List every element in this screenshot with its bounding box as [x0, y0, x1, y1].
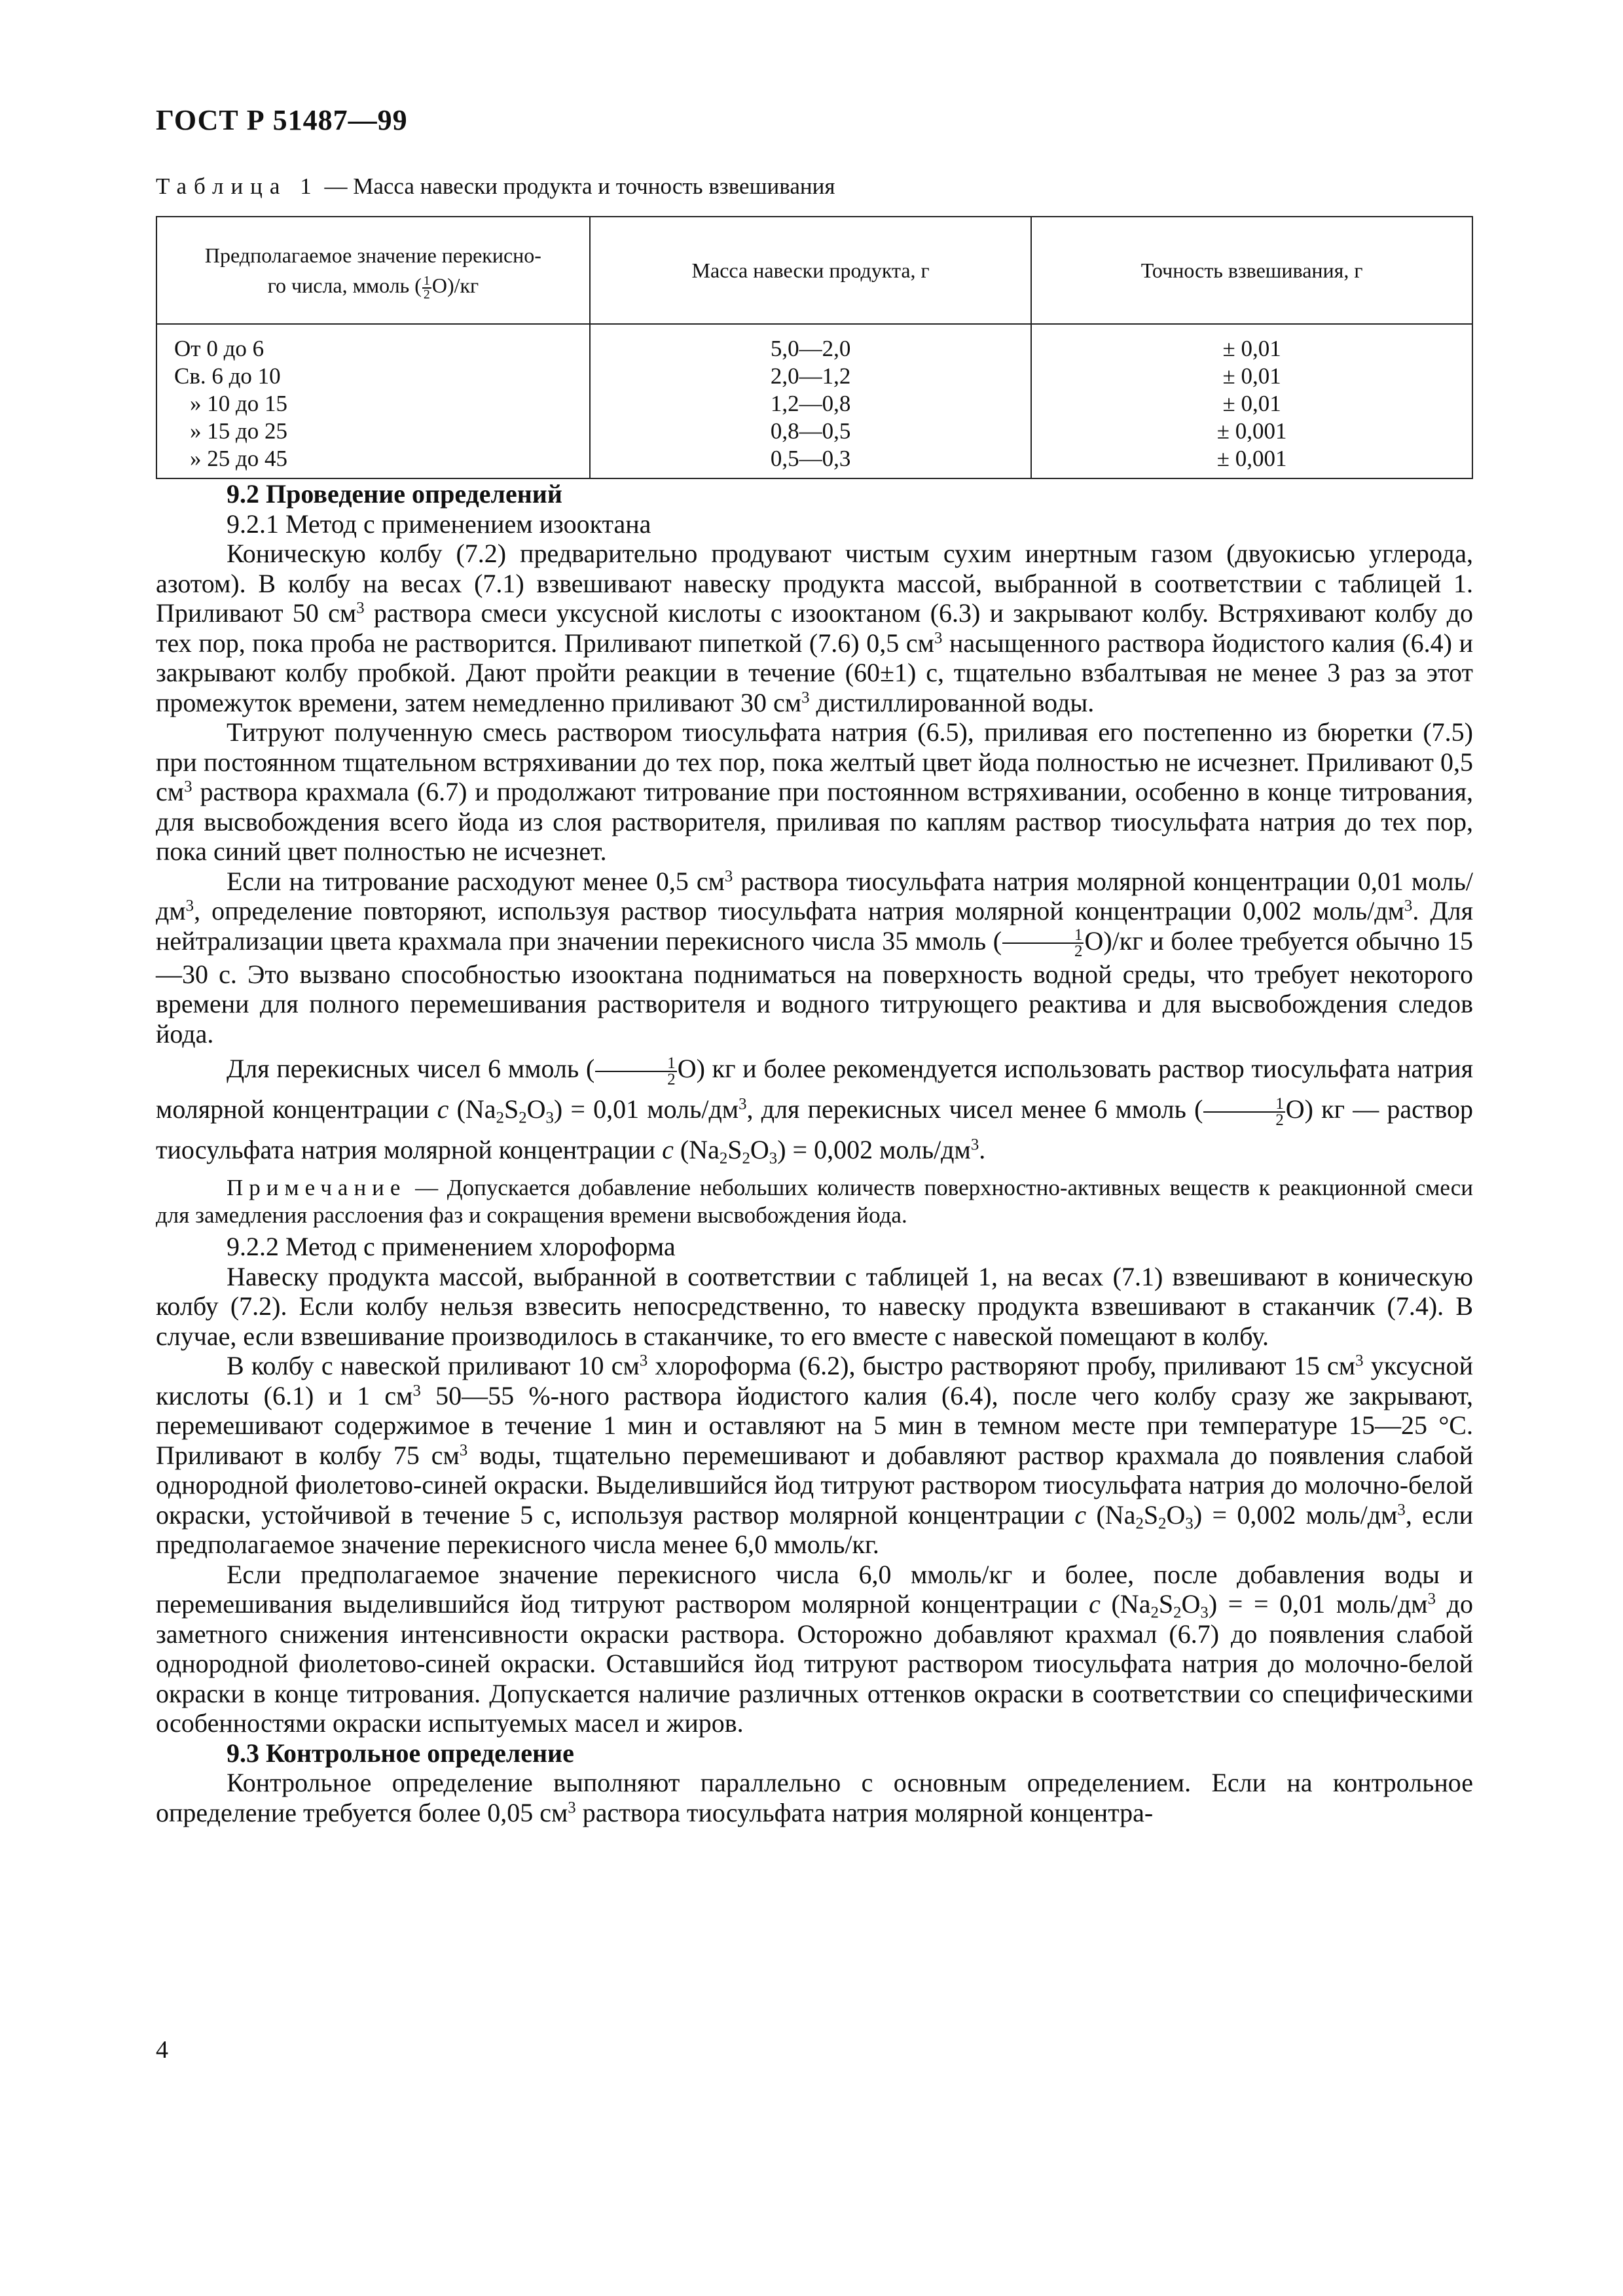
table-cell: » 25 до 45 — [190, 446, 288, 471]
half-fraction: $\frac{1}{2}$ — [423, 273, 430, 302]
header-sample-mass: Масса навески продукта, г — [590, 217, 1031, 324]
table-header-row — [156, 217, 1472, 324]
paragraph: Титруют полученную смесь раствором тиосульфата натрия (6.5), приливая его постепенно из бюретки (7.5) при постоянном тщательном встряхивании до тех пор, пока желтый цвет йода полностью не исчезнет. Приливают 0,5 $см^3$ раствора крахмала (6.7) и продолжают титрование при постоянном встряхивании, особенно в конце титрования, для высвобождения всего йода из слоя растворителя, приливая по каплям раствор тиосульфата натрия до тех пор, пока синий цвет полностью не исчезнет. — [156, 717, 1473, 866]
table-cell: ± 0,01 — [1222, 336, 1281, 361]
table-cell: 0,5—0,3 — [770, 446, 851, 471]
mass-accuracy-table — [156, 216, 1473, 479]
table-cell: Св. 6 до 10 — [174, 363, 281, 389]
table-cell: ± 0,001 — [1216, 446, 1287, 471]
main-text — [156, 479, 1473, 1827]
table-cell: 5,0—2,0 — [770, 336, 851, 361]
section-9-3-title: 9.3 Контрольное определение — [227, 1738, 574, 1768]
paragraph: Контрольное определение выполняют параллельно с основным определением. Если на контрольное определение требуется более 0,05 $см^3$ раствора тиосульфата натрия молярной концентра- — [156, 1768, 1473, 1827]
table-body-row — [156, 324, 1472, 478]
table-cell: 2,0—1,2 — [770, 363, 851, 389]
table-cell: От 0 до 6 — [174, 336, 264, 361]
mass-column — [590, 324, 1031, 478]
table-cell: 1,2—0,8 — [770, 391, 851, 416]
paragraph: Для перекисных чисел 6 ммоль ( $\frac{1}{2}$ О) кг и более рекомендуется использовать раствор тиосульфата натрия молярной концентрации c $(Na_2S_2O_3) = 0,01$ моль/$дм^3$, для перекисных чисел менее 6 ммоль ( $\frac{1}{2}$ О) кг — раствор тиосульфата натрия молярной концентрации c $(Na_2S_2O_3) = 0,002$ моль/$дм^3$. — [156, 1054, 1473, 1168]
subsection-9-2-1-title: 9.2.1 Метод с применением изооктана — [227, 509, 651, 539]
section-9-2-title: 9.2 Проведение определений — [227, 479, 562, 509]
document-header: ГОСТ Р 51487—99 — [156, 104, 408, 136]
table-cell: » 10 до 15 — [190, 391, 288, 416]
note-label: Примечание — [227, 1175, 407, 1201]
header-peroxide-value: Предполагаемое значение перекисно- го числа, ммоль ( $\frac{1}{2}$ О)/кг — [156, 217, 590, 324]
range-column — [156, 324, 590, 478]
table-caption-label: Таблица 1 — [156, 173, 319, 199]
table-cell: » 15 до 25 — [190, 418, 288, 444]
half-fraction: $\frac{1}{2}$ — [595, 1056, 676, 1088]
subsection-9-2-2-title: 9.2.2 Метод с применением хлороформа — [227, 1232, 676, 1262]
accuracy-column — [1031, 324, 1472, 478]
paragraph: Коническую колбу (7.2) предварительно продувают чистым сухим инертным газом (двуокисью углерода, азотом). В колбу на весах (7.1) взвешивают навеску продукта массой, выбранной в соответствии с таблицей 1. Приливают 50 $см^3$ раствора смеси уксусной кислоты с изооктаном (6.3) и закрывают колбу. Встряхивают колбу до тех пор, пока проба не растворится. Приливают пипеткой (7.6) 0,5 $см^3$ насыщенного раствора йодистого калия (6.4) и закрывают колбу пробкой. Дают пройти реакции в течение (60±1) с, тщательно взбалтывая не менее 3 раз за этот промежуток времени, затем немедленно приливают 30 $см^3$ дистиллированной воды. — [156, 539, 1474, 717]
table-caption — [156, 173, 835, 200]
table-cell: 0,8—0,5 — [770, 418, 851, 444]
paragraph: В колбу с навеской приливают 10 $см^3$ хлороформа (6.2), быстро растворяют пробу, приливают 15 $см^3$ уксусной кислоты (6.1) и 1 $см^3$ 50—55 %-ного раствора йодистого калия (6.4), после чего колбу сразу же закрывают, перемешивают содержимое в течение 1 мин и оставляют на 5 мин в темном месте при температуре 15—25 °С. Приливают в колбу 75 $см^3$ воды, тщательно перемешивают и добавляют раствор крахмала до появления слабой однородной фиолетово-синей окраски. Выделившийся йод титруют раствором тиосульфата натрия до молочно-белой окраски, устойчивой в течение 5 с, используя раствор молярной концентрации c $(Na_2S_2O_3) = 0,002$ моль/$дм^3$, если предполагаемое значение перекисного числа менее 6,0 ммоль/кг. — [156, 1351, 1474, 1560]
paragraph: Если на титрование расходуют менее 0,5 $см^3$ раствора тиосульфата натрия молярной концентрации 0,01 моль/$дм^3$, определение повторяют, используя раствор тиосульфата натрия молярной концентрации 0,002 моль/$дм^3$. Для нейтрализации цвета крахмала при значении перекисного числа 35 ммоль ( $\frac{1}{2}$ О)/кг и более требуется обычно 15—30 с. Это вызвано способностью изооктана подниматься на поверхность водной среды, что требует некоторого времени для полного перемешивания растворителя и водного титрующего реактива и для высвобождения следов йода. — [156, 866, 1474, 1049]
half-fraction: $\frac{1}{2}$ — [1203, 1096, 1285, 1128]
paragraph: Навеску продукта массой, выбранной в соответствии с таблицей 1, на весах (7.1) взвешивают в коническую колбу (7.2). Если колбу нельзя взвесить непосредственно, то навеску продукта взвешивают в стаканчик (7.4). В случае, если взвешивание производилось в стаканчике, то его вместе с навеской помещают в колбу. — [156, 1261, 1473, 1351]
page-number: 4 — [156, 2036, 168, 2064]
table-cell: ± 0,001 — [1216, 418, 1287, 444]
header-weighing-accuracy: Точность взвешивания, г — [1031, 217, 1472, 324]
half-fraction: $\frac{1}{2}$ — [1002, 927, 1084, 960]
note: Примечание — Допускается добавление небольших количеств поверхностно-активных веществ к реакционной смеси для замедления расслоения фаз и сокращения времени высвобождения йода. — [156, 1175, 1473, 1229]
table-cell: ± 0,01 — [1222, 391, 1281, 416]
table-cell: ± 0,01 — [1222, 363, 1281, 389]
paragraph: Если предполагаемое значение перекисного числа 6,0 ммоль/кг и более, после добавления воды и перемешивания выделившийся йод титруют раствором молярной концентрации c $(Na_2S_2O_3)$ = = 0,01 моль/$дм^3$ до заметного снижения интенсивности окраски раствора. Осторожно добавляют крахмал (6.7) до появления слабой однородной фиолетово-синей окраски. Оставшийся йод титруют раствором тиосульфата натрия до молочно-белой окраски в конце титрования. Допускается наличие различных оттенков окраски в соответствии со специфическими особенностями окраски испытуемых масел и жиров. — [156, 1559, 1473, 1738]
table-caption-title: — Масса навески продукта и точность взвешивания — [318, 173, 835, 199]
